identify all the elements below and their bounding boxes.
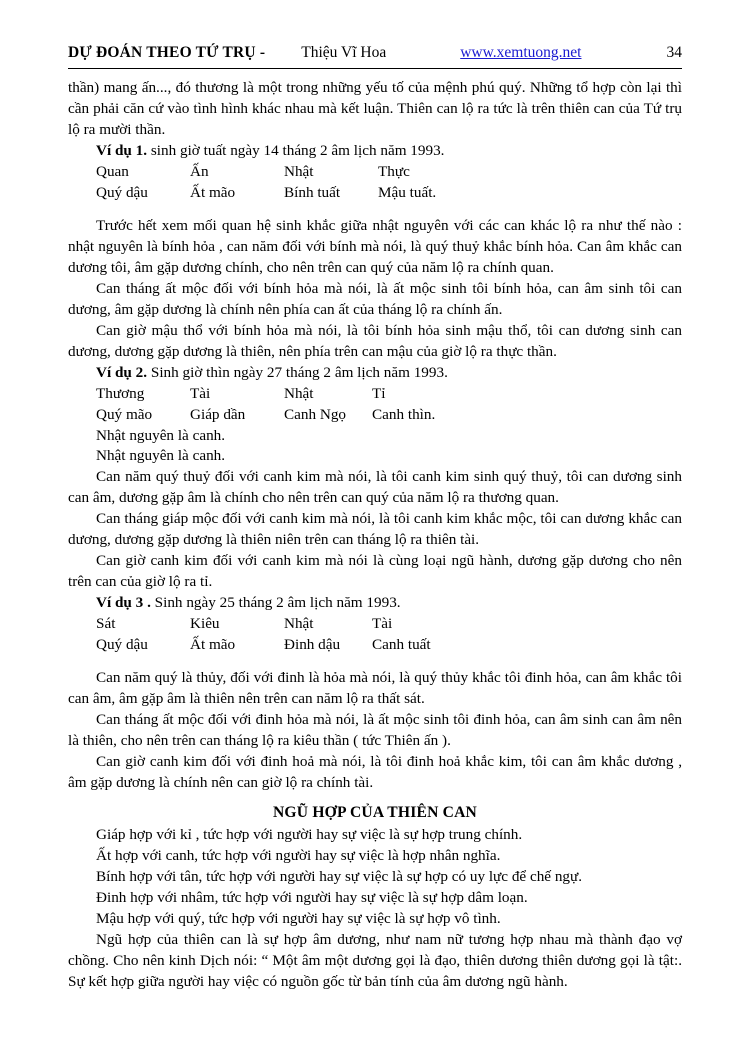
cell: Giáp dần [190, 405, 246, 423]
example-2-line3: Nhật nguyên là canh. [96, 426, 226, 444]
cell: Quý mão [96, 405, 153, 423]
example-1-table [96, 162, 682, 204]
table-row [96, 384, 682, 405]
list-item: Bính hợp với tân, tức hợp với người hay sự việc là sự hợp có uy lực để chế ngự. [96, 868, 583, 886]
cell: Nhật [284, 615, 314, 633]
cell: Quý dậu [96, 183, 148, 201]
cell: Kiêu [190, 615, 220, 633]
example-2-table [96, 384, 682, 468]
table-row [96, 635, 682, 656]
cell: Tài [372, 615, 393, 633]
example-3-heading [68, 593, 682, 614]
example-2-heading [68, 363, 682, 384]
cell: Sát [96, 615, 116, 633]
paragraph-8: Can năm quý là thủy, đối với đinh là hỏa mà nói, là quý thủy khắc tôi đinh hỏa, can âm khắc tôi can âm, âm gặp âm là thiên nên trên can năm lộ ra thất sát. [68, 669, 682, 708]
paragraph-2: Trước hết xem mối quan hệ sinh khắc giữa nhật nguyên với các can khác lộ ra như thế nào : nhật nguyên là bính hỏa , can năm đối với bính mà nói, là quý thuỷ khắc bính hỏa. Can âm khắc can dương tôi, âm gặp dương chính, cho nên trên can quý của năm lộ ra chính quan. [68, 216, 682, 276]
list-item: Mậu hợp với quý, tức hợp với người hay sự việc là sự hợp vô tình. [96, 910, 501, 928]
header-title: DỰ ĐOÁN THEO TỨ TRỤ - [68, 44, 266, 61]
cell: Canh tuất [372, 636, 431, 654]
example-3-text: Sinh ngày 25 tháng 2 âm lịch năm 1993. [154, 594, 401, 612]
paragraph-5: Can năm quý thuỷ đối với canh kim mà nói, là tôi canh kim sinh quý thuỷ, tôi can dương sinh can âm, dương gặp âm là chính cho nên trên can quý của năm lộ ra thương quan. [68, 468, 682, 507]
spacer [68, 656, 682, 668]
example-1-text: sinh giờ tuất ngày 14 tháng 2 âm lịch năm 1993. [150, 141, 445, 159]
list-item: Giáp hợp với kỉ , tức hợp với người hay sự việc là sự hợp trung chính. [96, 826, 523, 844]
cell: Ất mão [190, 183, 236, 201]
cell: Canh Ngọ [284, 405, 347, 423]
example-3-table [96, 614, 682, 656]
paragraph-7: Can giờ canh kim đối với canh kim mà nói là cùng loại ngũ hành, dương gặp dương cho nên trên can của giờ lộ ra tỉ. [68, 552, 682, 591]
example-1-label: Ví dụ 1. [96, 141, 148, 159]
list-item: Ất hợp với canh, tức hợp với người hay sự việc là hợp nhân nghĩa. [96, 847, 501, 865]
cell: Ất mão [190, 636, 236, 654]
cell: Canh thìn. [372, 405, 436, 423]
cell: Quan [96, 162, 129, 180]
spacer [68, 204, 682, 216]
paragraph-4: Can giờ mậu thổ với bính hỏa mà nói, là tôi bính hỏa sinh mậu thổ, tôi can dương sinh can dương, dương gặp dương là thiên, nên phía trên can mậu của giờ lộ ra thực thần. [68, 321, 682, 360]
cell: Đinh dậu [284, 636, 341, 654]
paragraph-10: Can giờ canh kim đối với đinh hoả mà nói, là tôi đinh hoả khắc kim, tôi can âm khắc dương , âm gặp dương là chính nên can giờ lộ ra chính tài. [68, 753, 682, 791]
header-author: Thiệu Vĩ Hoa [301, 44, 387, 61]
cell: Tài [190, 384, 211, 402]
table-row [96, 426, 682, 447]
document-body [68, 78, 682, 993]
page-number: 34 [666, 44, 682, 61]
paragraph-1: thần) mang ấn..., đó thương là một trong những yếu tố của mệnh phú quý. Những tổ hợp còn lại thì cần phải căn cứ vào tình hình khác nhau mà kết luận. Thiên can lộ ra tức là trên thiên can của Tứ trụ lộ ra mười thần. [68, 79, 682, 138]
table-row [96, 446, 682, 467]
cell: Quý dậu [96, 636, 148, 654]
example-2-label: Ví dụ 2. [96, 363, 148, 381]
cell: Nhật [284, 384, 314, 402]
cell: Tỉ [372, 384, 386, 402]
example-1-heading [68, 141, 682, 162]
table-row [96, 183, 682, 204]
closing-paragraph: Ngũ hợp của thiên can là sự hợp âm dương, như nam nữ tương hợp nhau mà thành đạo vợ chồng. Cho nên kinh Dịch nói: “ Một âm một dương gọi là đạo, thiên dương thiên dương gọi là tật:. Sự kết hợp giữa người hay việc có nguồn gốc từ bản tính của âm dương ngũ hành. [68, 931, 682, 991]
cell: Bính tuất [284, 183, 341, 201]
cell: Mậu tuất. [378, 183, 437, 201]
example-2-text: Sinh giờ thìn ngày 27 tháng 2 âm lịch năm 1993. [150, 363, 448, 381]
table-row [96, 162, 682, 183]
section-heading: NGŨ HỢP CỦA THIÊN CAN [272, 803, 478, 821]
header-url-link[interactable]: www.xemtuong.net [460, 44, 582, 61]
cell: Thực [378, 162, 410, 180]
paragraph-9: Can tháng ất mộc đối với đinh hỏa mà nói, là ất mộc sinh tôi đinh hỏa, can âm sinh can âm nên là thiên, cho nên trên can tháng lộ ra kiêu thần ( tức Thiên ấn ). [68, 711, 682, 750]
cell: Thương [96, 384, 145, 402]
list-item: Đinh hợp với nhâm, tức hợp với người hay sự việc là sự hợp dâm loạn. [96, 889, 528, 907]
table-row [96, 614, 682, 635]
paragraph-3: Can tháng ất mộc đối với bính hỏa mà nói, là ất mộc sinh tôi bính hỏa, can âm sinh tôi can dương, âm gặp dương là chính nên phía can ất của tháng lộ ra chính ấn. [68, 279, 682, 318]
example-2-line4: Nhật nguyên là canh. [96, 447, 226, 465]
example-3-label: Ví dụ 3 . [96, 594, 151, 612]
cell: Ấn [190, 162, 209, 180]
table-row [96, 405, 682, 426]
cell: Nhật [284, 162, 314, 180]
page-header [68, 44, 682, 68]
header-divider [68, 68, 682, 69]
paragraph-6: Can tháng giáp mộc đối với canh kim mà nói, là tôi canh kim khắc mộc, tôi can dương khắc can dương, dương gặp dương là thiên niên trên can tháng lộ ra thiên tài. [68, 510, 682, 549]
